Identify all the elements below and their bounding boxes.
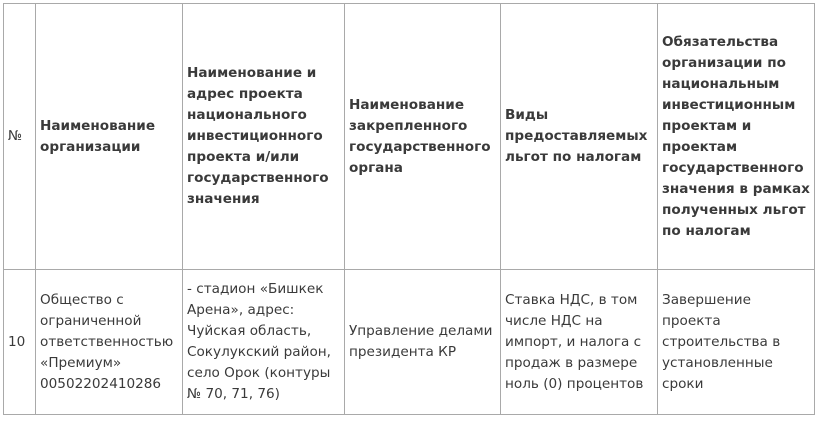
header-obligations: Обязательства организации по национальным инвестиционным проектам и проектам государственного значения в рамках полученных льгот по налогам	[658, 4, 815, 270]
cell-project: - стадион «Бишкек Арена», адрес: Чуйская область, Сокулукский район, село Орок (контуры № 70, 71, 76)	[183, 270, 345, 415]
header-benefits: Виды предоставляемых льгот по налогам	[501, 4, 658, 270]
cell-authority: Управление делами президента КР	[345, 270, 501, 415]
header-authority: Наименование закрепленного государственного органа	[345, 4, 501, 270]
tax-benefits-table	[3, 3, 815, 415]
cell-obligations: Завершение проекта строительства в установленные сроки	[658, 270, 815, 415]
cell-number: 10	[4, 270, 36, 415]
header-number: №	[4, 4, 36, 270]
header-project: Наименование и адрес проекта национального инвестиционного проекта и/или государственного значения	[183, 4, 345, 270]
table-header-row	[4, 4, 815, 270]
table-row	[4, 270, 815, 415]
cell-organization: Общество с ограниченной ответственностью «Премиум» 00502202410286	[36, 270, 183, 415]
cell-benefits: Ставка НДС, в том числе НДС на импорт, и налога с продаж в размере ноль (0) процентов	[501, 270, 658, 415]
header-organization: Наименование организации	[36, 4, 183, 270]
